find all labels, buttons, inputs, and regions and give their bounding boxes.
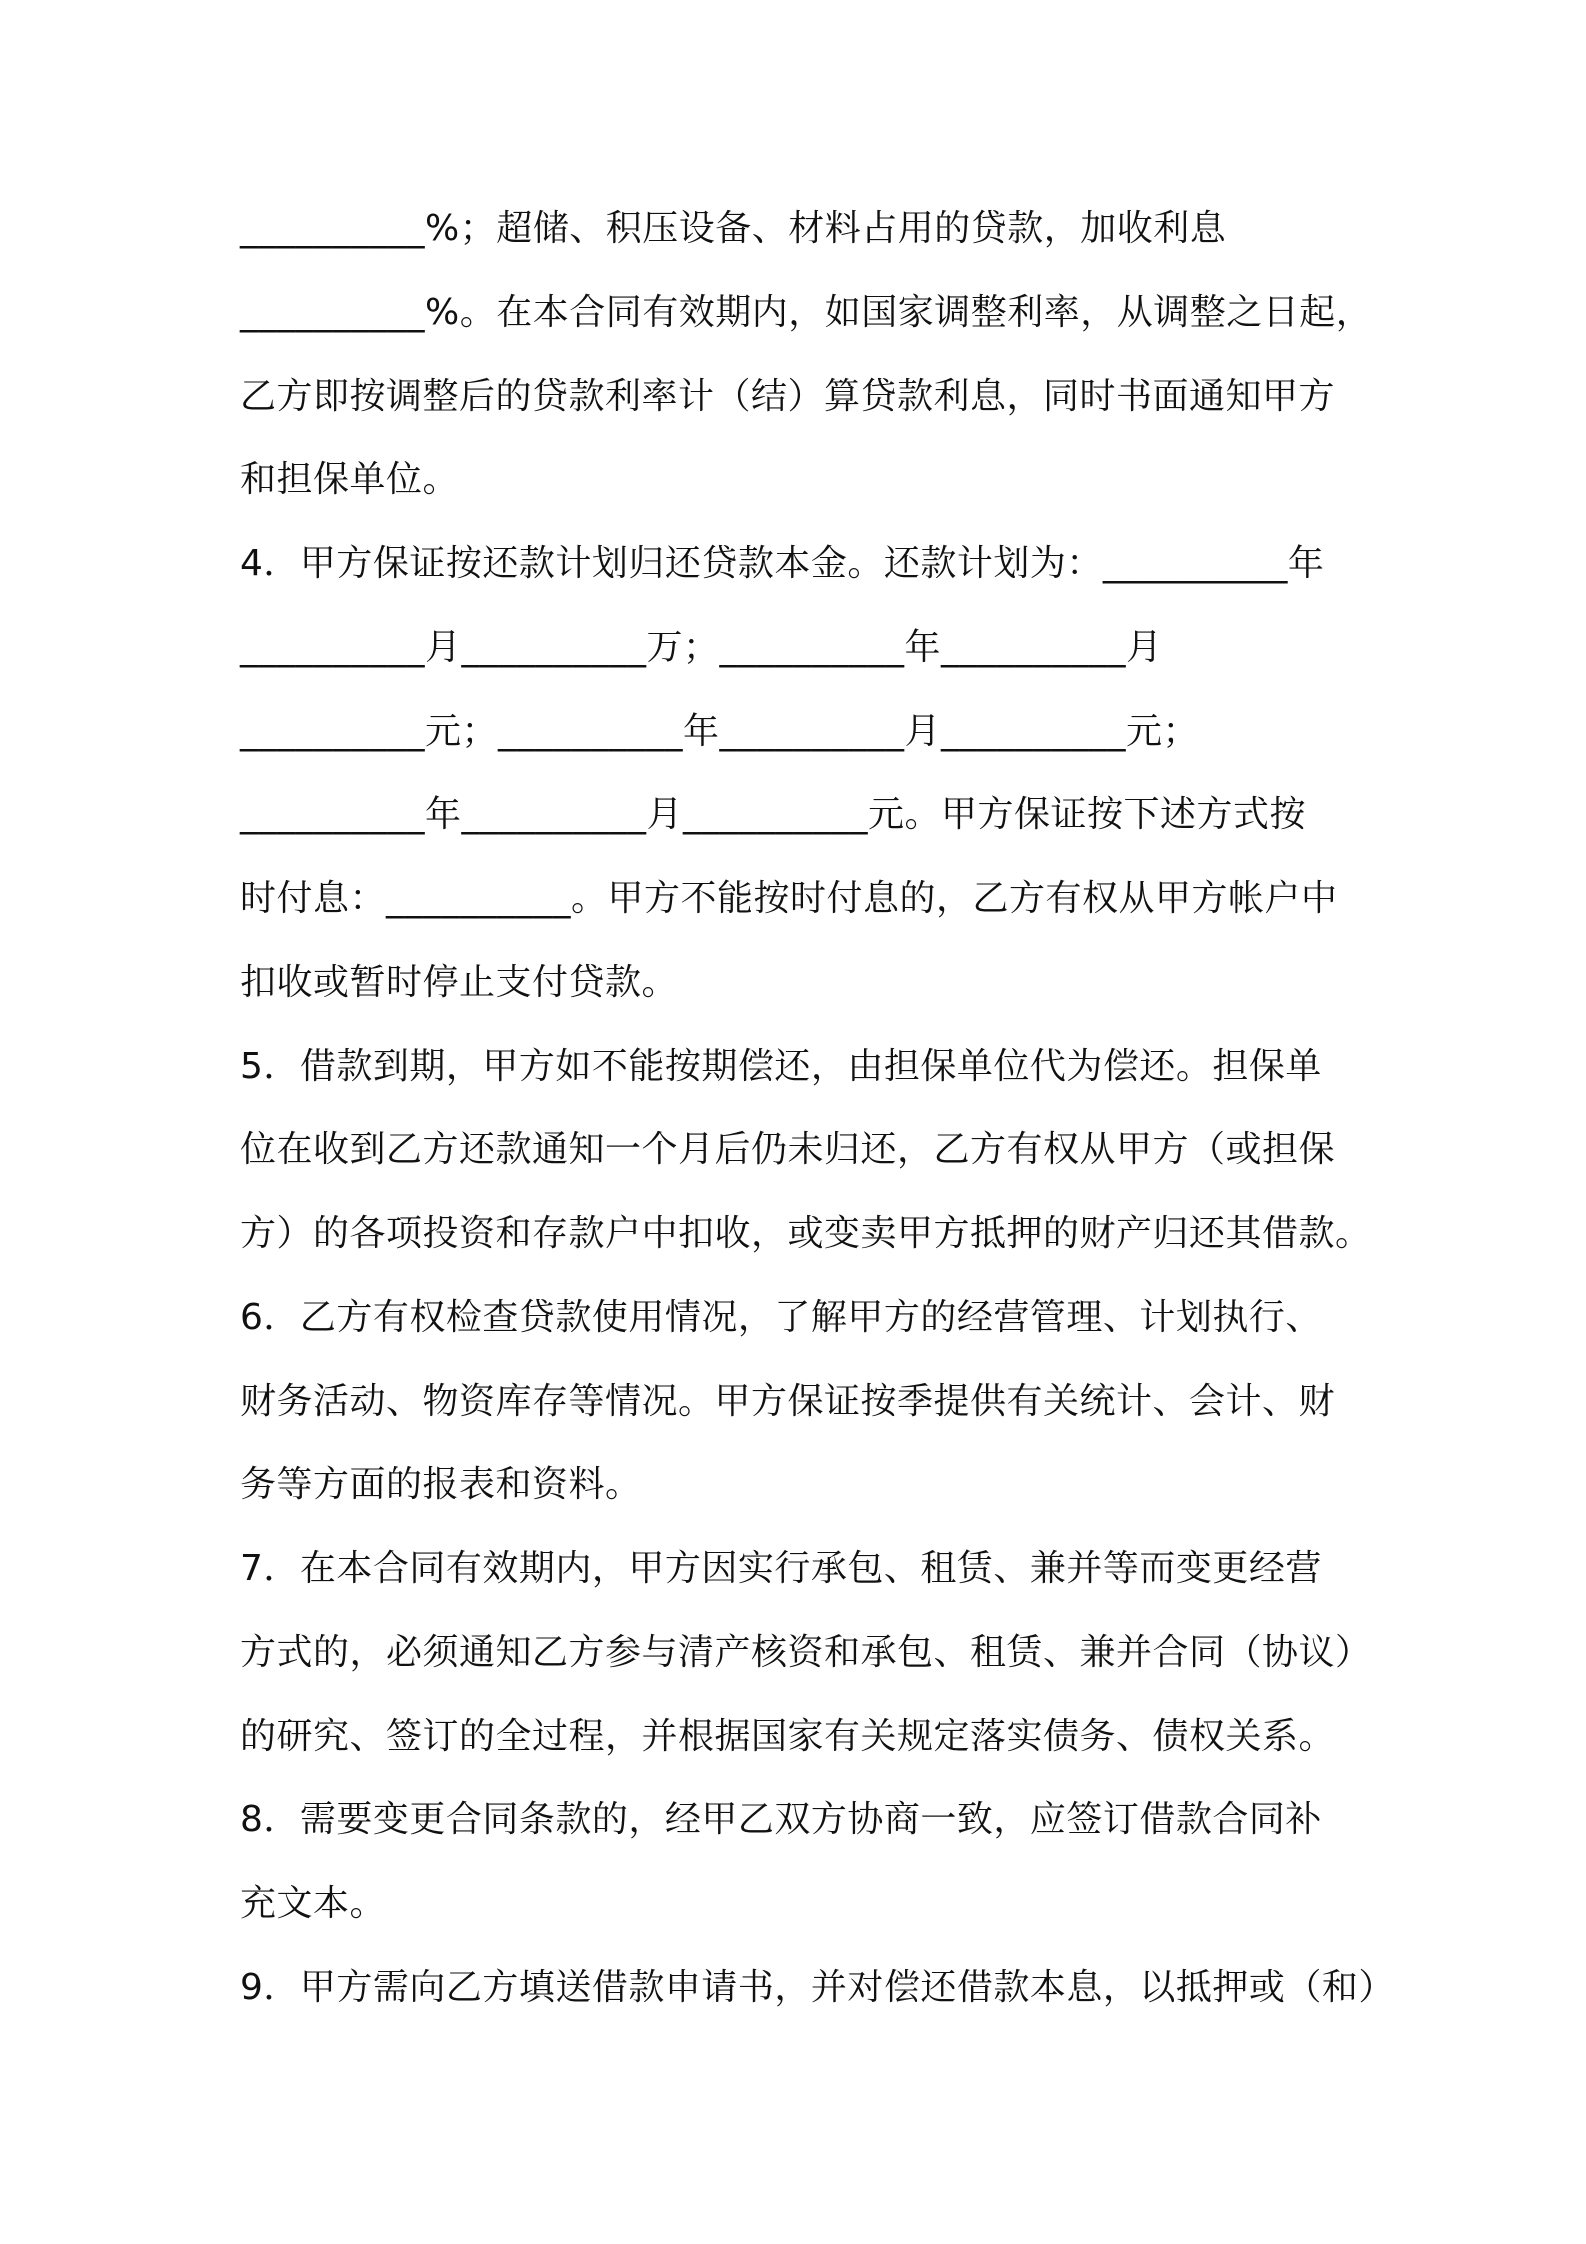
clause-4-line-5: 时付息：__________。甲方不能按时付息的，乙方有权从甲方帐户中 — [240, 878, 1338, 919]
text-line-2: __________%。在本合同有效期内，如国家调整利率，从调整之日起， — [240, 292, 1373, 333]
clause-6-line-1: 6．乙方有权检查贷款使用情况，了解甲方的经营管理、计划执行、 — [240, 1297, 1322, 1338]
clause-5-line-3: 方）的各项投资和存款户中扣收，或变卖甲方抵押的财产归还其借款。 — [240, 1213, 1372, 1254]
clause-7-line-1: 7．在本合同有效期内，甲方因实行承包、租赁、兼并等而变更经营 — [240, 1548, 1322, 1589]
clause-6-line-3: 务等方面的报表和资料。 — [240, 1464, 642, 1505]
text-line-3: 乙方即按调整后的贷款利率计（结）算贷款利息，同时书面通知甲方 — [240, 376, 1336, 417]
clause-7-line-2: 方式的，必须通知乙方参与清产核资和承包、租赁、兼并合同（协议） — [240, 1632, 1372, 1673]
clause-4-line-1: 4．甲方保证按还款计划归还贷款本金。还款计划为：__________年 — [240, 543, 1325, 584]
clause-4-line-4: __________年__________月__________元。甲方保证按下述方式按 — [240, 794, 1307, 835]
clause-9-line-1: 9．甲方需向乙方填送借款申请书，并对偿还借款本息，以抵押或（和） — [240, 1967, 1395, 2008]
clause-7-line-3: 的研究、签订的全过程，并根据国家有关规定落实债务、债权关系。 — [240, 1716, 1336, 1757]
clause-4-line-6: 扣收或暂时停止支付贷款。 — [240, 962, 679, 1003]
clause-5-line-2: 位在收到乙方还款通知一个月后仍未归还，乙方有权从甲方（或担保 — [240, 1129, 1336, 1170]
clause-5-line-1: 5．借款到期，甲方如不能按期偿还，由担保单位代为偿还。担保单 — [240, 1046, 1322, 1087]
clause-4-line-2: __________月__________万；__________年__________月 — [240, 627, 1163, 668]
text-line-1: __________%；超储、积压设备、材料占用的贷款，加收利息 — [240, 208, 1227, 249]
clause-8-line-2: 充文本。 — [240, 1883, 387, 1924]
clause-8-line-1: 8．需要变更合同条款的，经甲乙双方协商一致，应签订借款合同补 — [240, 1799, 1322, 1840]
text-line-4: 和担保单位。 — [240, 459, 460, 500]
clause-6-line-2: 财务活动、物资库存等情况。甲方保证按季提供有关统计、会计、财 — [240, 1381, 1336, 1422]
clause-4-line-3: __________元；__________年__________月__________元； — [240, 711, 1200, 752]
